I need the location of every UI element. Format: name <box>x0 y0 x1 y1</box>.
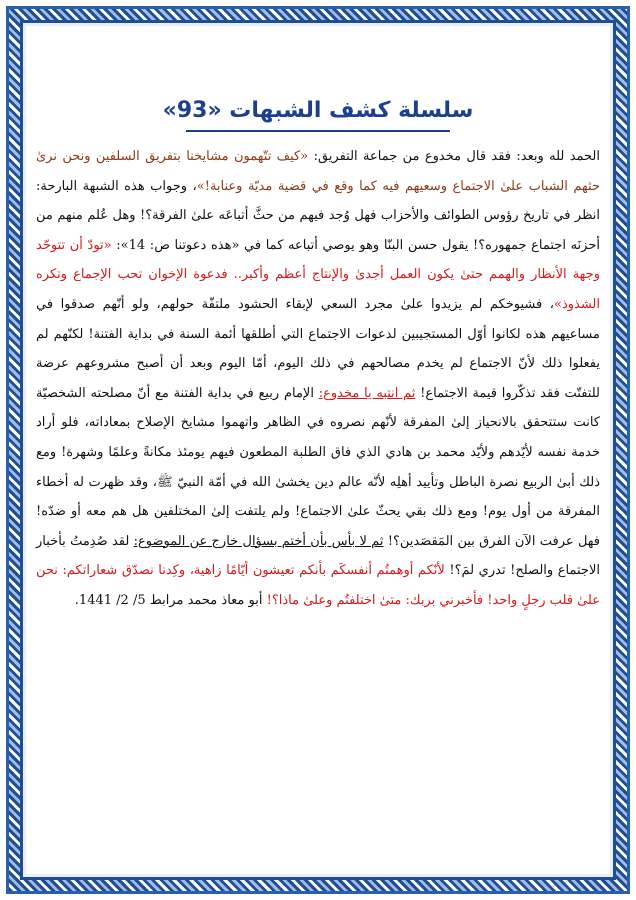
closing-question-heading: ثم لا بأس بأن أختم بسؤال خارج عن الموضوع: <box>133 533 384 549</box>
banna-quote: «تودّ أن تتوحّد وجهة الأنظار والهمم حتىٰ يكون العمل أجدىٰ والإنتاج أعظم وأكبر.. فدعوة الإخوان تحب الإجماع وتكره الشذوذ» <box>36 237 600 312</box>
quoted-claim: «كيف تتّهمون مشايخنا بتفريق السلفين ونحن نرىٰ حثهم الشباب علىٰ الاجتماع وسعيهم فيه كما وقع في قضية مديّة وعنابة!» <box>36 149 600 194</box>
rabi-text: الإمام ربيع في بداية الفتنة مع أنّ مصلحته الشخصيّة كانت ستتحقق بالانحياز إلىٰ المفرقة لأنّهم نصروه في الظاهر واتهموا مشايخ الإصلاح بمعاداته، فلو أراد خدمة نفسه لأيّدهم ولأيّد محمد بن هادي الذي فاق الطلبة المطعون فيهم يومئذ مكانةً وعلمًا وشهرة! ومع ذلك أبىٰ الربيع نصرة الباطل وتأييد أهلِه لأنّه عالم دين يخشىٰ الله في أمّة النبيّ ﷺ، وقد ظهرت له أخطاء المفرقة من أول يوم! ومع ذلك بقي يحثّ علىٰ الاجتماع! ولم يلتفت إلىٰ المختلفين هل هم معه أو ضدّه! فهل عرفت الآن الفرق بين المَقصَدين؟! <box>36 385 600 549</box>
article-body <box>36 142 600 616</box>
intro-text: الحمد لله وبعد: فقد قال مخدوع من جماعة التفريق: <box>308 149 601 164</box>
closing-text: لقد صُدِمتُ بأخبار الاجتماع والصلح! تدري لمَ؟! <box>36 533 600 579</box>
closing-red-text: لأنّكم أوهمتُم أنفسكَم بأنكم تعيشون أيّامًا زاهية، وكِدنا نصدّق شعاراتكم: نحن علىٰ قلب رجلٍ واحد! فأخبرني بربك: متىٰ اختلفتُم وعلىٰ ماذا؟! <box>36 563 600 608</box>
analysis-text: ، فشيوخكم لم يزيدوا علىٰ مجرد السعي لإبقاء الحشود ملتفّة حولهم، ولو أنّهم صدقوا في مساعيهم هذه لكانوا أوّل المستجيبين لدعوات الاجتماع التي أطلقها أئمة السنة في بداية الفتنة! لكنّهم لم يفعلوا ذلك لأنّ الاجتماع لم يخدم مصالحهم في ذلك اليوم، أمّا اليوم وبعد أن أصبح مشروعهم عرضة للتفتّت فقد تذكّروا قيمة الاجتماع! <box>36 296 600 401</box>
warning-heading: ثم انتبه يا مخدوع: <box>318 385 416 401</box>
signature: أبو معاذ محمد مرابط 5/ 2/ 1441. <box>74 592 267 608</box>
page-title: سلسلة كشف الشبهات «93» <box>162 98 474 123</box>
document-page <box>26 26 610 874</box>
answer-text: ، وجواب هذه الشبهة البارحة: انظر في تاريخ رؤوس الطوائف والأحزاب فهل وُجد فيهم من حثَّ أتباعَه علىٰ الفرقة؟! وهل عُلم منهم من أحزنَه اجتماع جمهوره؟! يقول حسن البنّا وهو يوصي أتباعه كما في «هذه دعوتنا ص: 14»: <box>36 178 600 253</box>
title-underline <box>186 130 450 132</box>
